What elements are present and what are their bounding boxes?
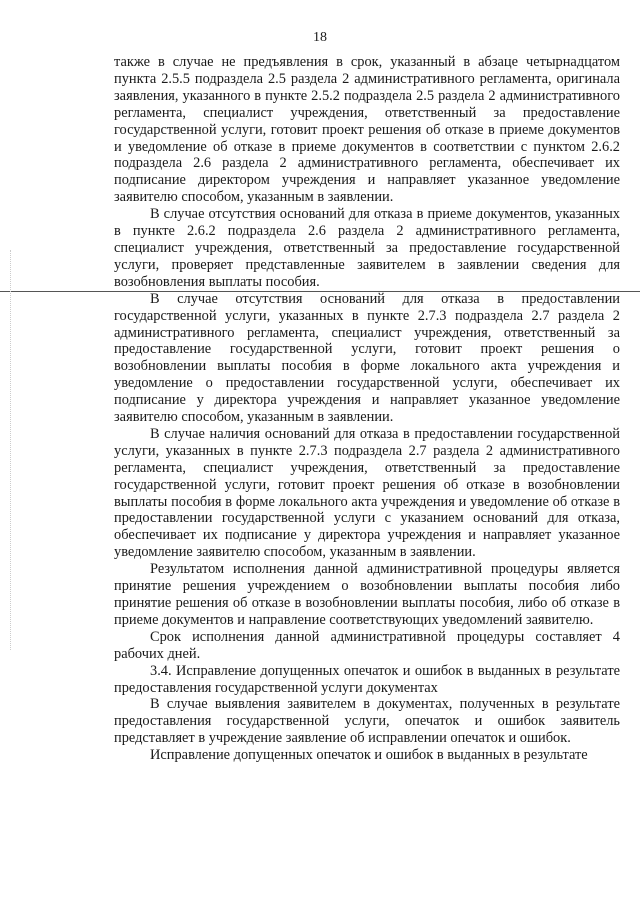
scan-margin-marks	[10, 250, 13, 650]
paragraph: В случае отсутствия оснований для отказа в предоставлении государственной услуги, указанных в пункте 2.7.3 подраздела 2.7 раздела 2 административного регламента, специалист учреждения, ответственный за предоставление государственной услуги, готовит проект решения о возобновлении выплаты пособия в форме локального акта учреждения и уведомление о предоставлении государственной услуги, обеспечивает их подписание у директора учреждения и направляет указанное уведомление заявителю способом, указанным в заявлении.	[114, 290, 620, 426]
document-body	[114, 54, 620, 764]
paragraph: Результатом исполнения данной административной процедуры является принятие решения учреждением о возобновлении выплаты пособия либо принятие решения об отказе в возобновлении выплаты пособия, либо об отказе в приеме документов и направление соответствующих уведомлений заявителю.	[114, 561, 620, 628]
paragraph: Срок исполнения данной административной процедуры составляет 4 рабочих дней.	[114, 628, 620, 662]
paragraph: В случае выявления заявителем в документах, полученных в результате предоставления государственной услуги, опечаток и ошибок заявитель представляет в учреждение заявление об исправлении опечаток и ошибок.	[114, 696, 620, 747]
paragraph: В случае отсутствия оснований для отказа в приеме документов, указанных в пункте 2.6.2 подраздела 2.6 раздела 2 административного регламента, специалист учреждения, ответственный за предоставление государственной услуги, проверяет представленные заявителем в заявлении сведения для возобновления выплаты пособия.	[114, 206, 620, 290]
section-heading: 3.4. Исправление допущенных опечаток и ошибок в выданных в результате предоставления государственной услуги документах	[114, 662, 620, 696]
scan-artifact-line	[0, 291, 640, 292]
paragraph: Исправление допущенных опечаток и ошибок в выданных в результате	[150, 747, 588, 764]
paragraph: В случае наличия оснований для отказа в предоставлении государственной услуги, указанных в пункте 2.7.3 подраздела 2.7 раздела 2 административного регламента, специалист учреждения, ответственный за предоставление государственной услуги, готовит проект решения об отказе в возобновлении выплаты пособия в форме локального акта учреждения и уведомление об отказе в предоставлении государственной услуги с указанием оснований для отказа, обеспечивает их подписание у директора учреждения и направляет указанное уведомление заявителю способом, указанным в заявлении.	[114, 425, 620, 561]
paragraph: также в случае не предъявления в срок, указанный в абзаце четырнадцатом пункта 2.5.5 подраздела 2.5 раздела 2 административного регламента, оригинала заявления, указанного в пункте 2.5.2 подраздела 2.5 раздела 2 административного регламента, специалист учреждения, ответственный за предоставление государственной услуги, готовит проект решения об отказе в приеме документов и уведомление об отказе в приеме документов в соответствии с пунктом 2.6.2 подраздела 2.6 раздела 2 административного регламента, обеспечивает их подписание директором учреждения и направляет указанное уведомление заявителю способом, указанным в заявлении.	[114, 54, 620, 206]
page-number: 18	[313, 30, 327, 45]
